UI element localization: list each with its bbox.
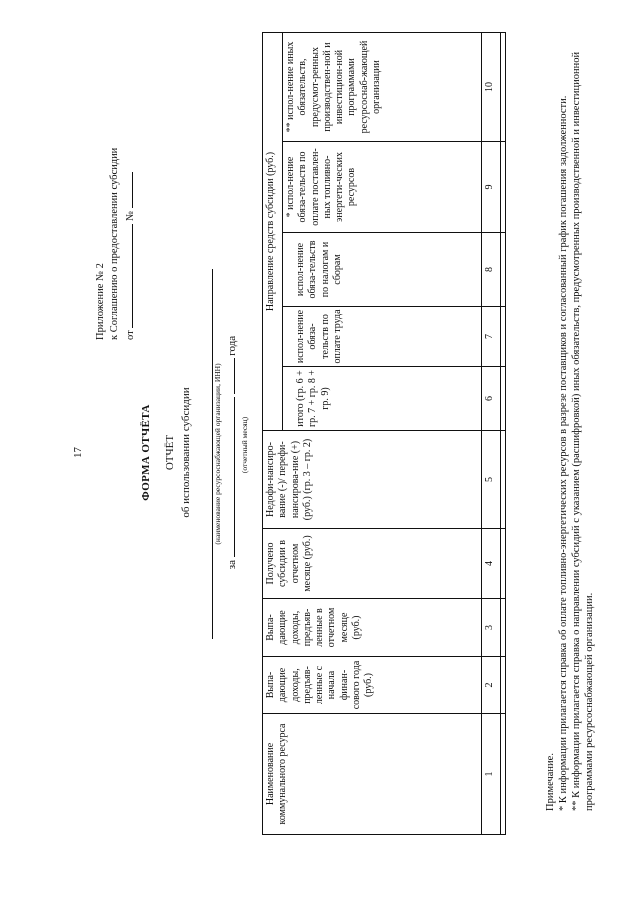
column-number: 3 xyxy=(482,599,501,657)
report-table xyxy=(262,32,506,835)
appendix-date-number-line xyxy=(122,20,138,340)
column-number: 9 xyxy=(482,142,501,233)
reporting-period-line xyxy=(224,0,238,905)
appendix-title: Приложение № 2 xyxy=(95,263,106,340)
column-number: 2 xyxy=(482,657,501,714)
column-number: 8 xyxy=(482,233,501,307)
report-subtitle: об использовании субсидии xyxy=(180,387,192,518)
header-total: итого (гр. 6 + гр. 7 + гр. 8 + гр. 9) xyxy=(283,367,482,431)
header-under-over-financing: Недофи-нанcиро-вание (-)/ перефи-нансирова-ние (+) (руб.) (гр. 3 – гр. 2) xyxy=(263,431,482,529)
period-suffix: года xyxy=(226,335,238,356)
appendix-agreement-line: к Соглашению о предоставлении субсидии xyxy=(109,147,120,340)
table-cell xyxy=(501,142,506,233)
period-prefix: за xyxy=(226,559,238,570)
table-cell xyxy=(501,599,506,657)
column-number: 4 xyxy=(482,529,501,599)
organization-name-caption: (наименование ресурсоснабжающей организации, ИНН) xyxy=(213,363,222,545)
appendix-number-blank xyxy=(122,172,133,208)
period-month-blank xyxy=(224,397,235,557)
form-title: ФОРМА ОТЧЁТА xyxy=(140,404,152,501)
table-cell xyxy=(501,657,506,714)
note-title: Примечание. xyxy=(545,753,556,811)
notes xyxy=(544,25,596,835)
report-title: ОТЧЁТ xyxy=(164,434,176,471)
header-lost-income-month: Выпа-дающие доходы, предъяв-ленные в отчетном месяце (руб.) xyxy=(263,599,482,657)
column-number: 7 xyxy=(482,307,501,367)
table-cell xyxy=(501,233,506,307)
appendix-number-label: № xyxy=(125,211,136,222)
header-lost-income-year: Выпа-дающие доходы, предъяв-ленные с начала финан-сового года (руб.) xyxy=(263,657,482,714)
header-resource-name: Наименование коммунального ресурса xyxy=(263,714,482,835)
table-cell xyxy=(501,307,506,367)
table-cell xyxy=(501,529,506,599)
column-number: 1 xyxy=(482,714,501,835)
note-item-1: * К информации прилагается справка об оплате топливно-энергетических ресурсов в разрезе поставщиков и согласованный график погашения задолженности. xyxy=(558,95,569,811)
reporting-period-caption: (отчетный месяц) xyxy=(240,416,249,474)
page-number: 17 xyxy=(72,447,84,458)
header-taxes-fees: испол-нение обяза-тельств по налогам и сборам xyxy=(283,233,482,307)
appendix-from-label: от xyxy=(125,330,136,340)
column-number-row xyxy=(482,32,501,834)
empty-data-row xyxy=(501,32,506,834)
table-cell xyxy=(501,714,506,835)
header-labor-payments: испол-нение обяза-тельств по оплате труда xyxy=(283,307,482,367)
table-cell xyxy=(501,367,506,431)
header-subsidy-direction-group: Направление средств субсидии (руб.) xyxy=(263,32,283,430)
table-cell xyxy=(501,32,506,141)
appendix-date-blank xyxy=(122,224,133,328)
header-fuel-energy: * испол-нение обяза-тельств по оплате поставлен-ных топливно-энергети-ческих ресурсов xyxy=(283,142,482,233)
header-other-obligations: ** испол-нение иных обязательств, предусмот-ренных производствен-ной и инвестицион-ной программами ресурсоснаб-жающей организации xyxy=(283,32,482,141)
note-item-2: ** К информации прилагается справка о направлении субсидий с указанием (расшифровкой) иных обязательств, предусмотренных производственной и инвестиционной программами ресурсоснабжающей организации. xyxy=(571,51,595,811)
column-number: 5 xyxy=(482,431,501,529)
column-number: 10 xyxy=(482,32,501,141)
appendix-header xyxy=(94,20,138,340)
table-cell xyxy=(501,431,506,529)
header-subsidy-received: Получено субсидии в отчетном месяце (руб.) xyxy=(263,529,482,599)
column-number: 6 xyxy=(482,367,501,431)
period-year-blank xyxy=(224,358,235,394)
